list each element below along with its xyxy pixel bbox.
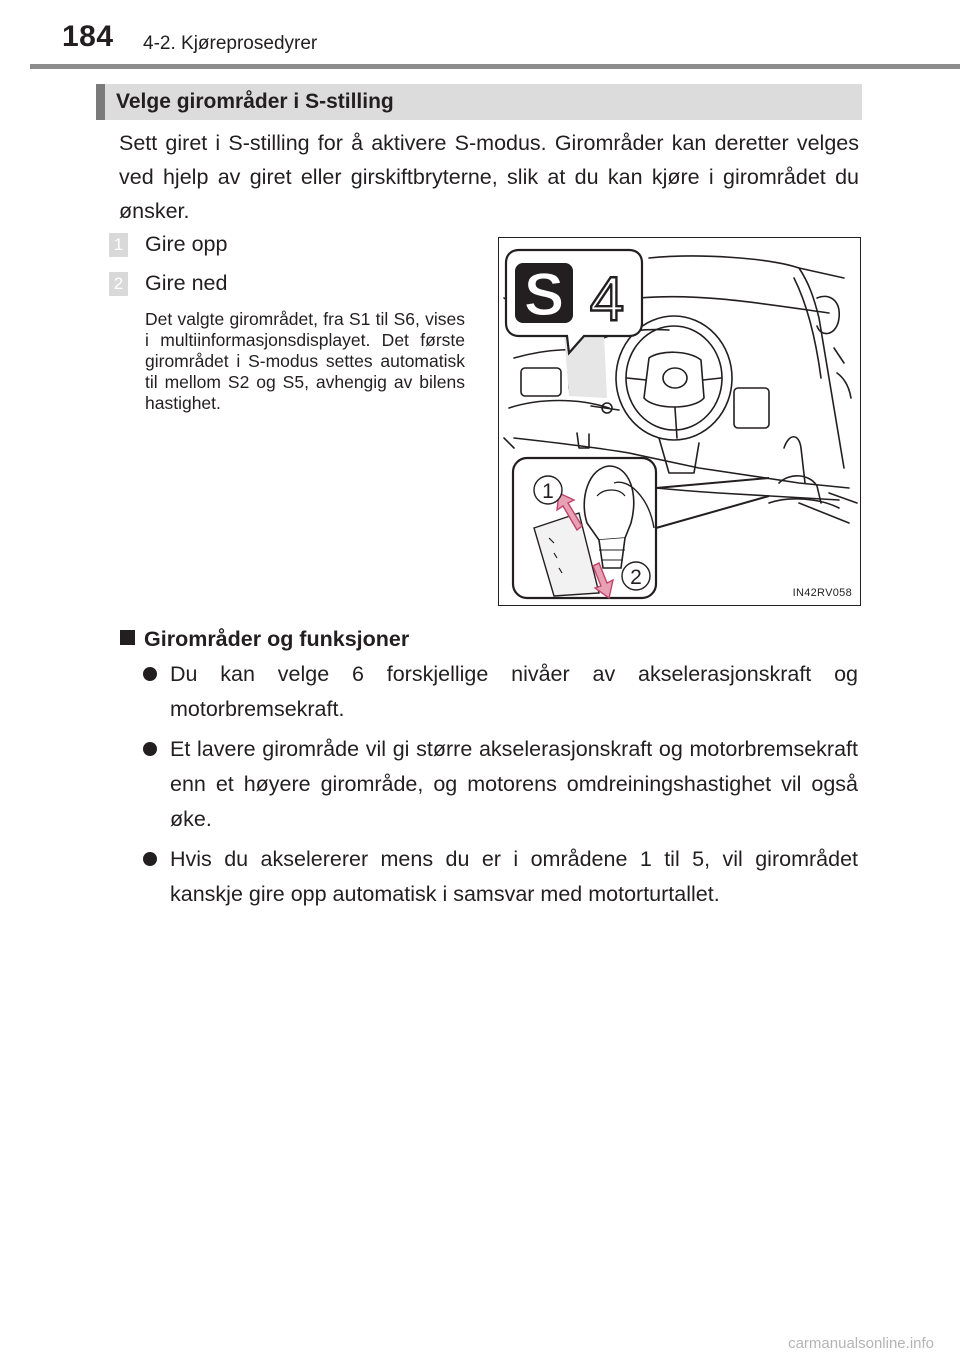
- section-header-accent: [96, 84, 105, 120]
- chapter-title: 4-2. Kjøreprosedyrer: [143, 33, 318, 54]
- bullet-item: Du kan velge 6 forskjellige nivåer av akselerasjonskraft og motorbremsekraft.: [170, 662, 858, 721]
- display-gear-text: 4: [589, 265, 625, 334]
- cockpit-illustration: [499, 238, 860, 605]
- page-number: 184: [62, 20, 114, 53]
- step-number-badge: 1: [109, 233, 128, 257]
- step-label: Gire opp: [145, 232, 228, 256]
- step-number-badge: 2: [109, 272, 128, 296]
- subsection-heading: [120, 627, 409, 652]
- illustration-figure: [498, 237, 861, 606]
- shifter-zoom-inset: [513, 458, 769, 598]
- display-mode-text: S: [523, 261, 565, 328]
- subsection-title: Girområder og funksjoner: [144, 627, 410, 651]
- watermark: carmanualsonline.info: [788, 1335, 934, 1352]
- section-title: Velge girområder i S-stilling: [116, 90, 394, 113]
- bullet-item: Hvis du akselererer mens du er i områdene 1 til 5, vil girområdet kanskje gire opp automatisk i samsvar med motorturtallet.: [170, 847, 858, 906]
- header-rule: [30, 64, 960, 69]
- note-text: Det valgte girområdet, fra S1 til S6, vises i multiinformasjonsdisplayet. Det første girområdet i S-modus settes automatisk til mellom S2 og S5, avhengig av bilens hastighet.: [145, 309, 465, 413]
- callout-down-number: 2: [630, 566, 642, 589]
- gear-display-callout: [506, 250, 642, 353]
- section-intro: Sett giret i S-stilling for å aktivere S-modus. Girområder kan deretter velges ved hjelp av giret eller girskiftbryterne, slik at du kan kjøre i girområdet du ønsker.: [119, 131, 859, 223]
- heading-square-icon: [120, 630, 135, 645]
- bullet-item: Et lavere girområde vil gi større akselerasjonskraft og motorbremsekraft enn et høyere girområde, og motorens omdreiningshastighet vil også øke.: [170, 737, 858, 831]
- bullet-dot-icon: [143, 667, 157, 681]
- step-label: Gire ned: [145, 271, 228, 295]
- bullet-dot-icon: [143, 852, 157, 866]
- figure-code: IN42RV058: [792, 587, 852, 599]
- bullet-dot-icon: [143, 742, 157, 756]
- callout-up-number: 1: [542, 480, 554, 503]
- section-header-bar: [96, 84, 862, 120]
